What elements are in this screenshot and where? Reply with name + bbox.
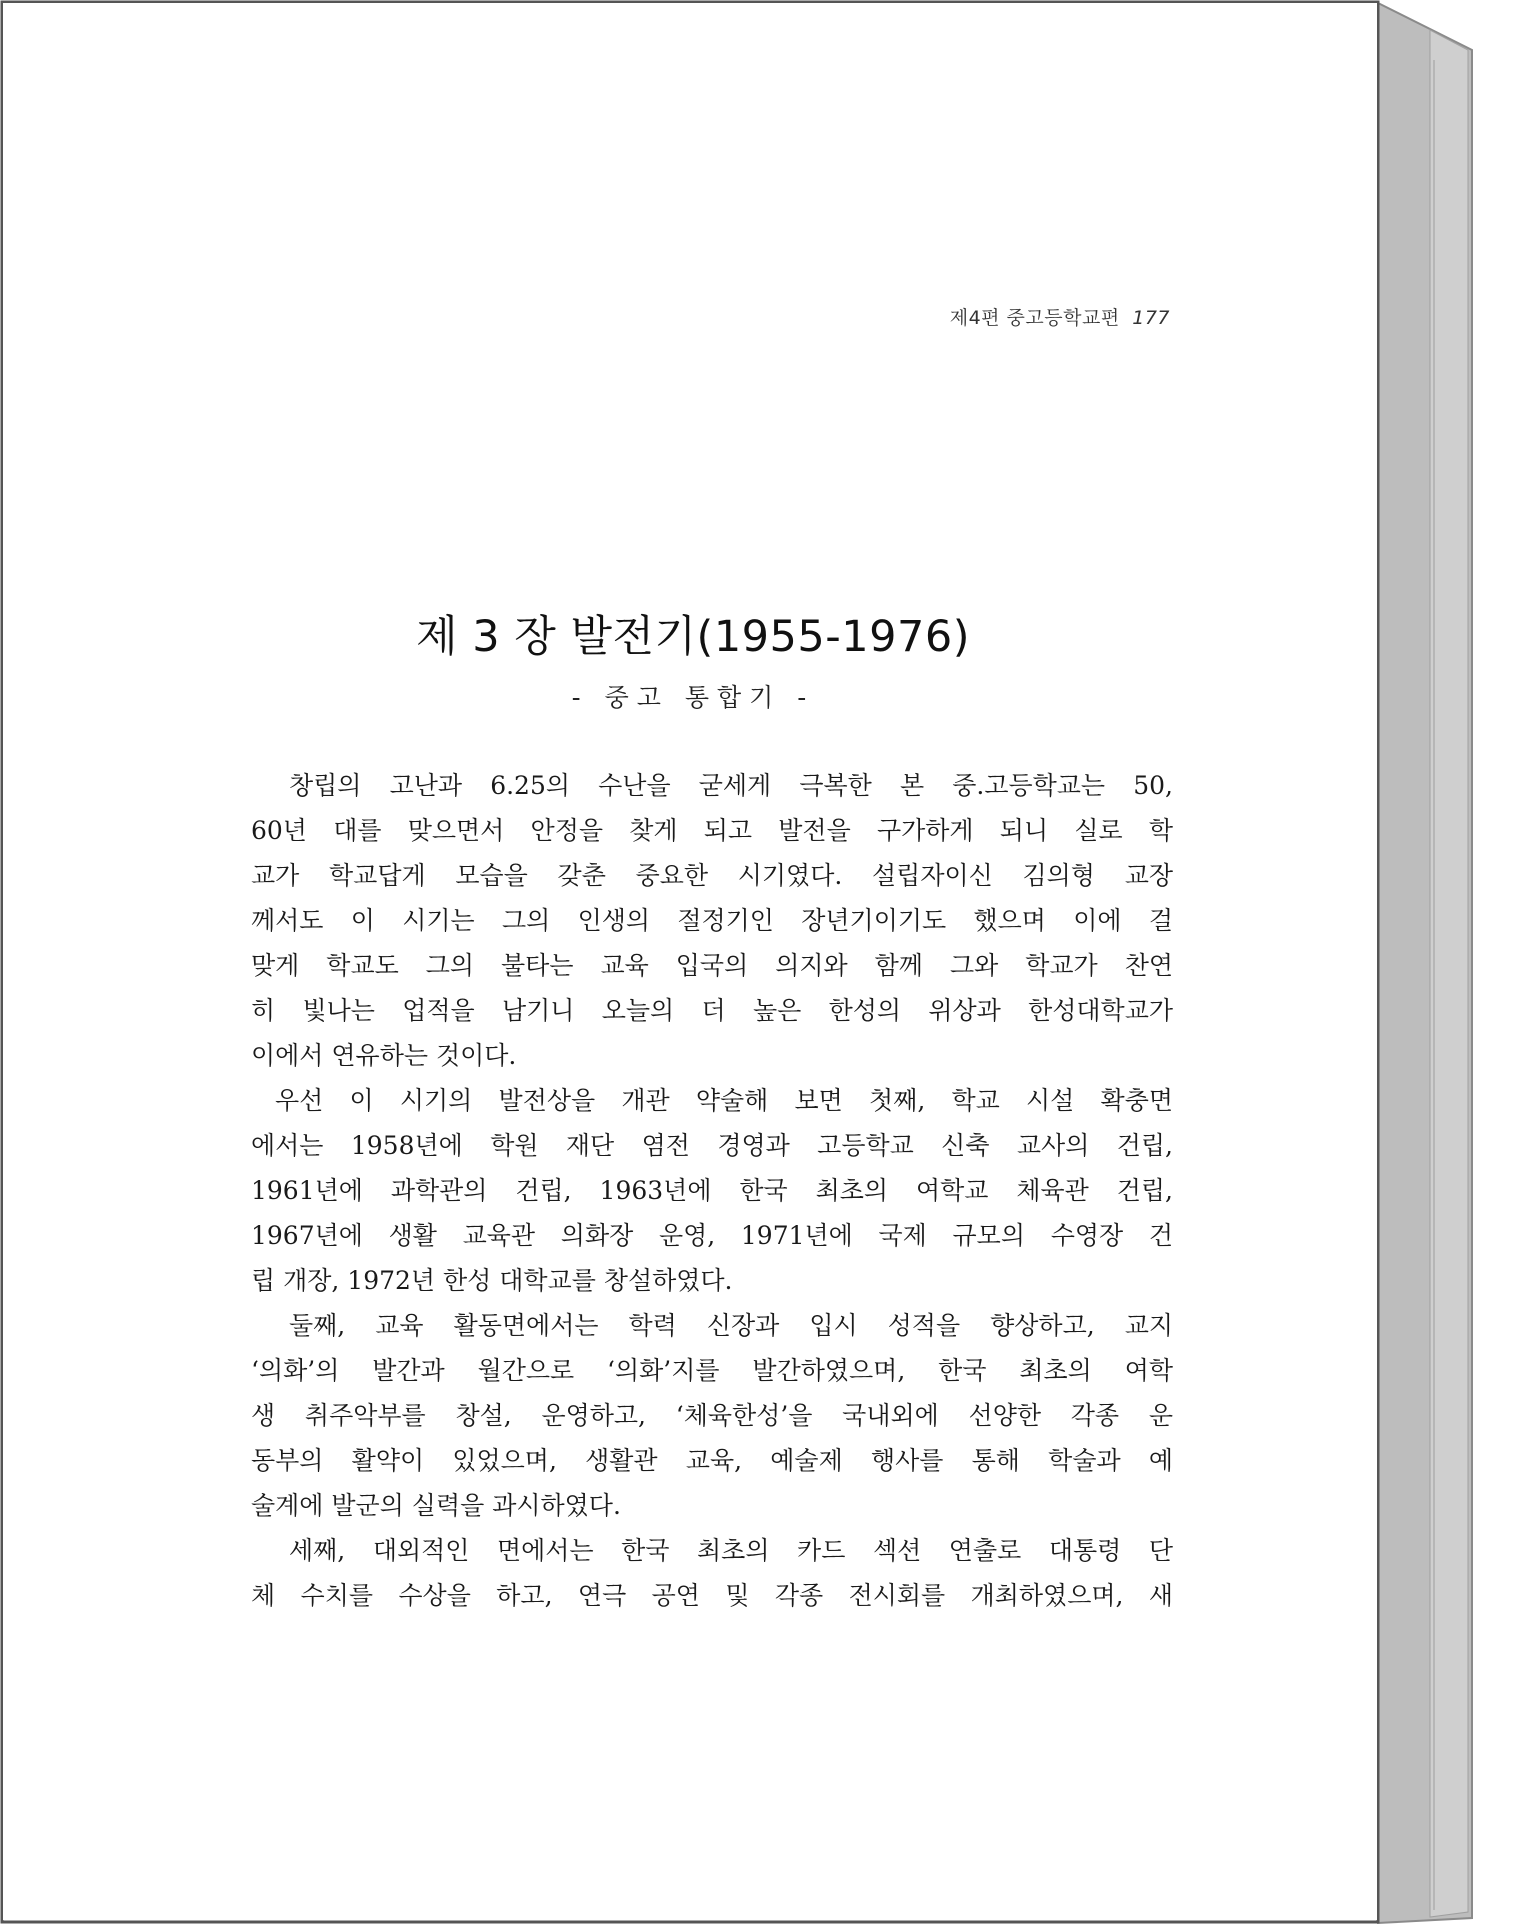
running-header	[950, 303, 1170, 330]
text-line: 맞게 학교도 그의 불타는 교육 입국의 의지와 함께 그와 학교가 찬연	[251, 951, 1173, 980]
chapter-subtitle: - 중고 통합기 -	[571, 683, 815, 712]
text-line: 우선 이 시기의 발전상을 개관 약술해 보면 첫째, 학교 시설 확충면	[275, 1086, 1173, 1115]
text-line: 이에서 연유하는 것이다.	[251, 1041, 517, 1070]
text-line: 60년 대를 맞으면서 안정을 찾게 되고 발전을 구가하게 되니 실로 학	[251, 816, 1173, 845]
text-line: 동부의 활약이 있었으며, 생활관 교육, 예술제 행사를 통해 학술과 예	[251, 1446, 1173, 1475]
text-line: 창립의 고난과 6.25의 수난을 굳세게 극복한 본 중.고등학교는 50,	[289, 771, 1173, 800]
text-line: 생 취주악부를 창설, 운영하고, ‘체육한성’을 국내외에 선양한 각종 운	[251, 1401, 1173, 1430]
page-number: 177	[1132, 307, 1170, 329]
text-line: 교가 학교답게 모습을 갖춘 중요한 시기였다. 설립자이신 김의형 교장	[251, 861, 1173, 890]
text-line: 히 빛나는 업적을 남기니 오늘의 더 높은 한성의 위상과 한성대학교가	[251, 996, 1173, 1025]
header-section: 제4편 중고등학교편	[949, 307, 1120, 329]
text-line: 립 개장, 1972년 한성 대학교를 창설하였다.	[251, 1266, 733, 1295]
chapter-title: 제 3 장 발전기(1955-1976)	[416, 612, 970, 662]
body-text	[251, 763, 1173, 1618]
text-line: 께서도 이 시기는 그의 인생의 절정기인 장년기이기도 했으며 이에 걸	[251, 906, 1173, 935]
text-line: 세째, 대외적인 면에서는 한국 최초의 카드 섹션 연출로 대통령 단	[289, 1536, 1173, 1565]
text-line: 에서는 1958년에 학원 재단 염전 경영과 고등학교 신축 교사의 건립,	[251, 1131, 1173, 1160]
text-line: 체 수치를 수상을 하고, 연극 공연 및 각종 전시회를 개최하였으며, 새	[251, 1581, 1173, 1610]
text-line: ‘의화’의 발간과 월간으로 ‘의화’지를 발간하였으며, 한국 최초의 여학	[251, 1356, 1173, 1385]
text-line: 1961년에 과학관의 건립, 1963년에 한국 최초의 여학교 체육관 건립,	[251, 1176, 1173, 1205]
document-page	[3, 3, 1377, 1920]
text-line: 둘째, 교육 활동면에서는 학력 신장과 입시 성적을 향상하고, 교지	[289, 1311, 1173, 1340]
text-line: 1967년에 생활 교육관 의화장 운영, 1971년에 국제 규모의 수영장 건	[251, 1221, 1173, 1250]
text-line: 술계에 발군의 실력을 과시하였다.	[251, 1491, 621, 1520]
